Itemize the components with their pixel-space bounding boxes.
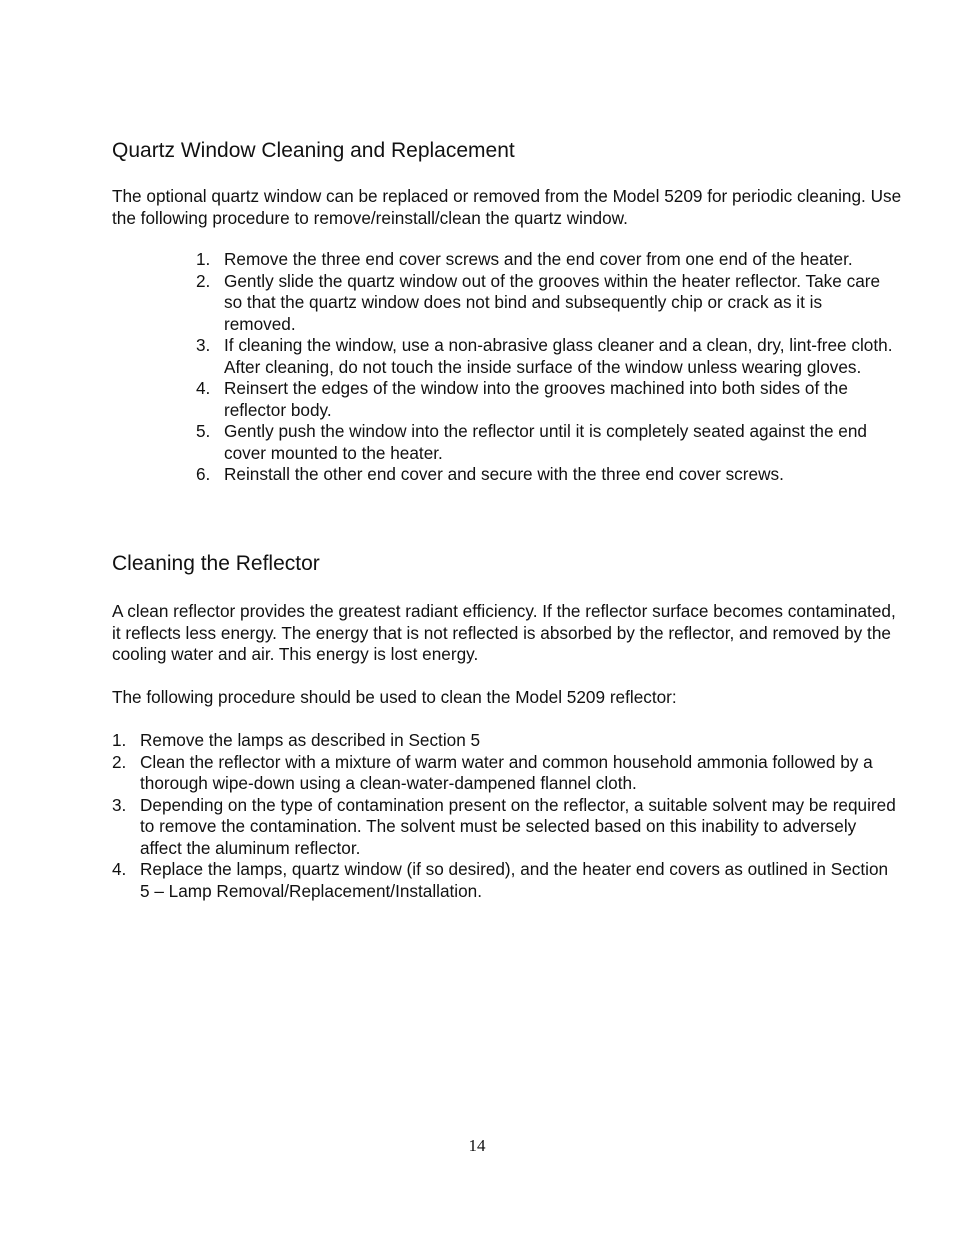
- list-item-text: Replace the lamps, quartz window (if so desired), and the heater end covers as outlined in Section 5 – Lamp Removal/Replacement/Installation.: [140, 859, 889, 901]
- list-item-text: Reinstall the other end cover and secure with the three end cover screws.: [224, 464, 784, 484]
- page-number: 14: [468, 1136, 486, 1155]
- list-item-text: Remove the lamps as described in Section 5: [140, 730, 481, 750]
- section-heading-quartz-window: Quartz Window Cleaning and Replacement: [112, 139, 515, 162]
- reflector-steps: [112, 730, 902, 902]
- list-item: [196, 421, 896, 464]
- list-item-number: 4.: [112, 859, 127, 879]
- list-item-text: Gently slide the quartz window out of the grooves within the heater reflector. Take care so that the quartz window does not bind and subsequently chip or crack as it is removed.: [224, 270, 881, 334]
- list-item: [196, 271, 896, 336]
- list-item: [112, 859, 902, 902]
- list-item: [196, 464, 896, 486]
- reflector-intro: A clean reflector provides the greatest radiant efficiency. If the reflector surface becomes contaminated, it reflects less energy. The energy that is not reflected is absorbed by the reflector, and removed by the cooling water and air. This energy is lost energy.: [112, 601, 896, 664]
- list-item: [196, 378, 896, 421]
- list-item-number: 1.: [196, 249, 211, 269]
- list-item-number: 4.: [196, 378, 211, 398]
- list-item: [196, 249, 896, 271]
- list-item: [112, 752, 902, 795]
- list-item-number: 2.: [112, 751, 127, 772]
- reflector-procedure-intro: The following procedure should be used to clean the Model 5209 reflector:: [112, 687, 677, 707]
- list-item-text: Remove the three end cover screws and the end cover from one end of the heater.: [224, 249, 853, 269]
- list-item-text: Gently push the window into the reflector until it is completely seated against the end cover mounted to the heater.: [224, 421, 867, 463]
- list-item-text: Clean the reflector with a mixture of warm water and common household ammonia followed by a thorough wipe-down using a clean-water-dampened flannel cloth.: [140, 751, 873, 793]
- list-item-number: 2.: [196, 270, 211, 291]
- list-item: [112, 795, 902, 860]
- list-item: [196, 335, 896, 378]
- list-item-number: 1.: [112, 730, 127, 750]
- list-item-number: 3.: [112, 794, 127, 815]
- list-item-text: Reinsert the edges of the window into the grooves machined into both sides of the reflector body.: [224, 378, 848, 420]
- list-item-text: Depending on the type of contamination present on the reflector, a suitable solvent may be required to remove the contamination. The solvent must be selected based on this inability to adversely affect the aluminum reflector.: [140, 794, 896, 858]
- quartz-window-intro: The optional quartz window can be replaced or removed from the Model 5209 for periodic cleaning. Use the following procedure to remove/reinstall/clean the quartz window.: [112, 186, 902, 228]
- quartz-window-steps: [196, 249, 896, 486]
- list-item: [112, 730, 902, 752]
- list-item-text: If cleaning the window, use a non-abrasive glass cleaner and a clean, dry, lint-free cloth. After cleaning, do not touch the inside surface of the window unless wearing gloves.: [224, 335, 893, 377]
- list-item-number: 5.: [196, 421, 211, 441]
- list-item-number: 6.: [196, 464, 211, 484]
- section-heading-cleaning-reflector: Cleaning the Reflector: [112, 552, 320, 575]
- list-item-number: 3.: [196, 335, 211, 355]
